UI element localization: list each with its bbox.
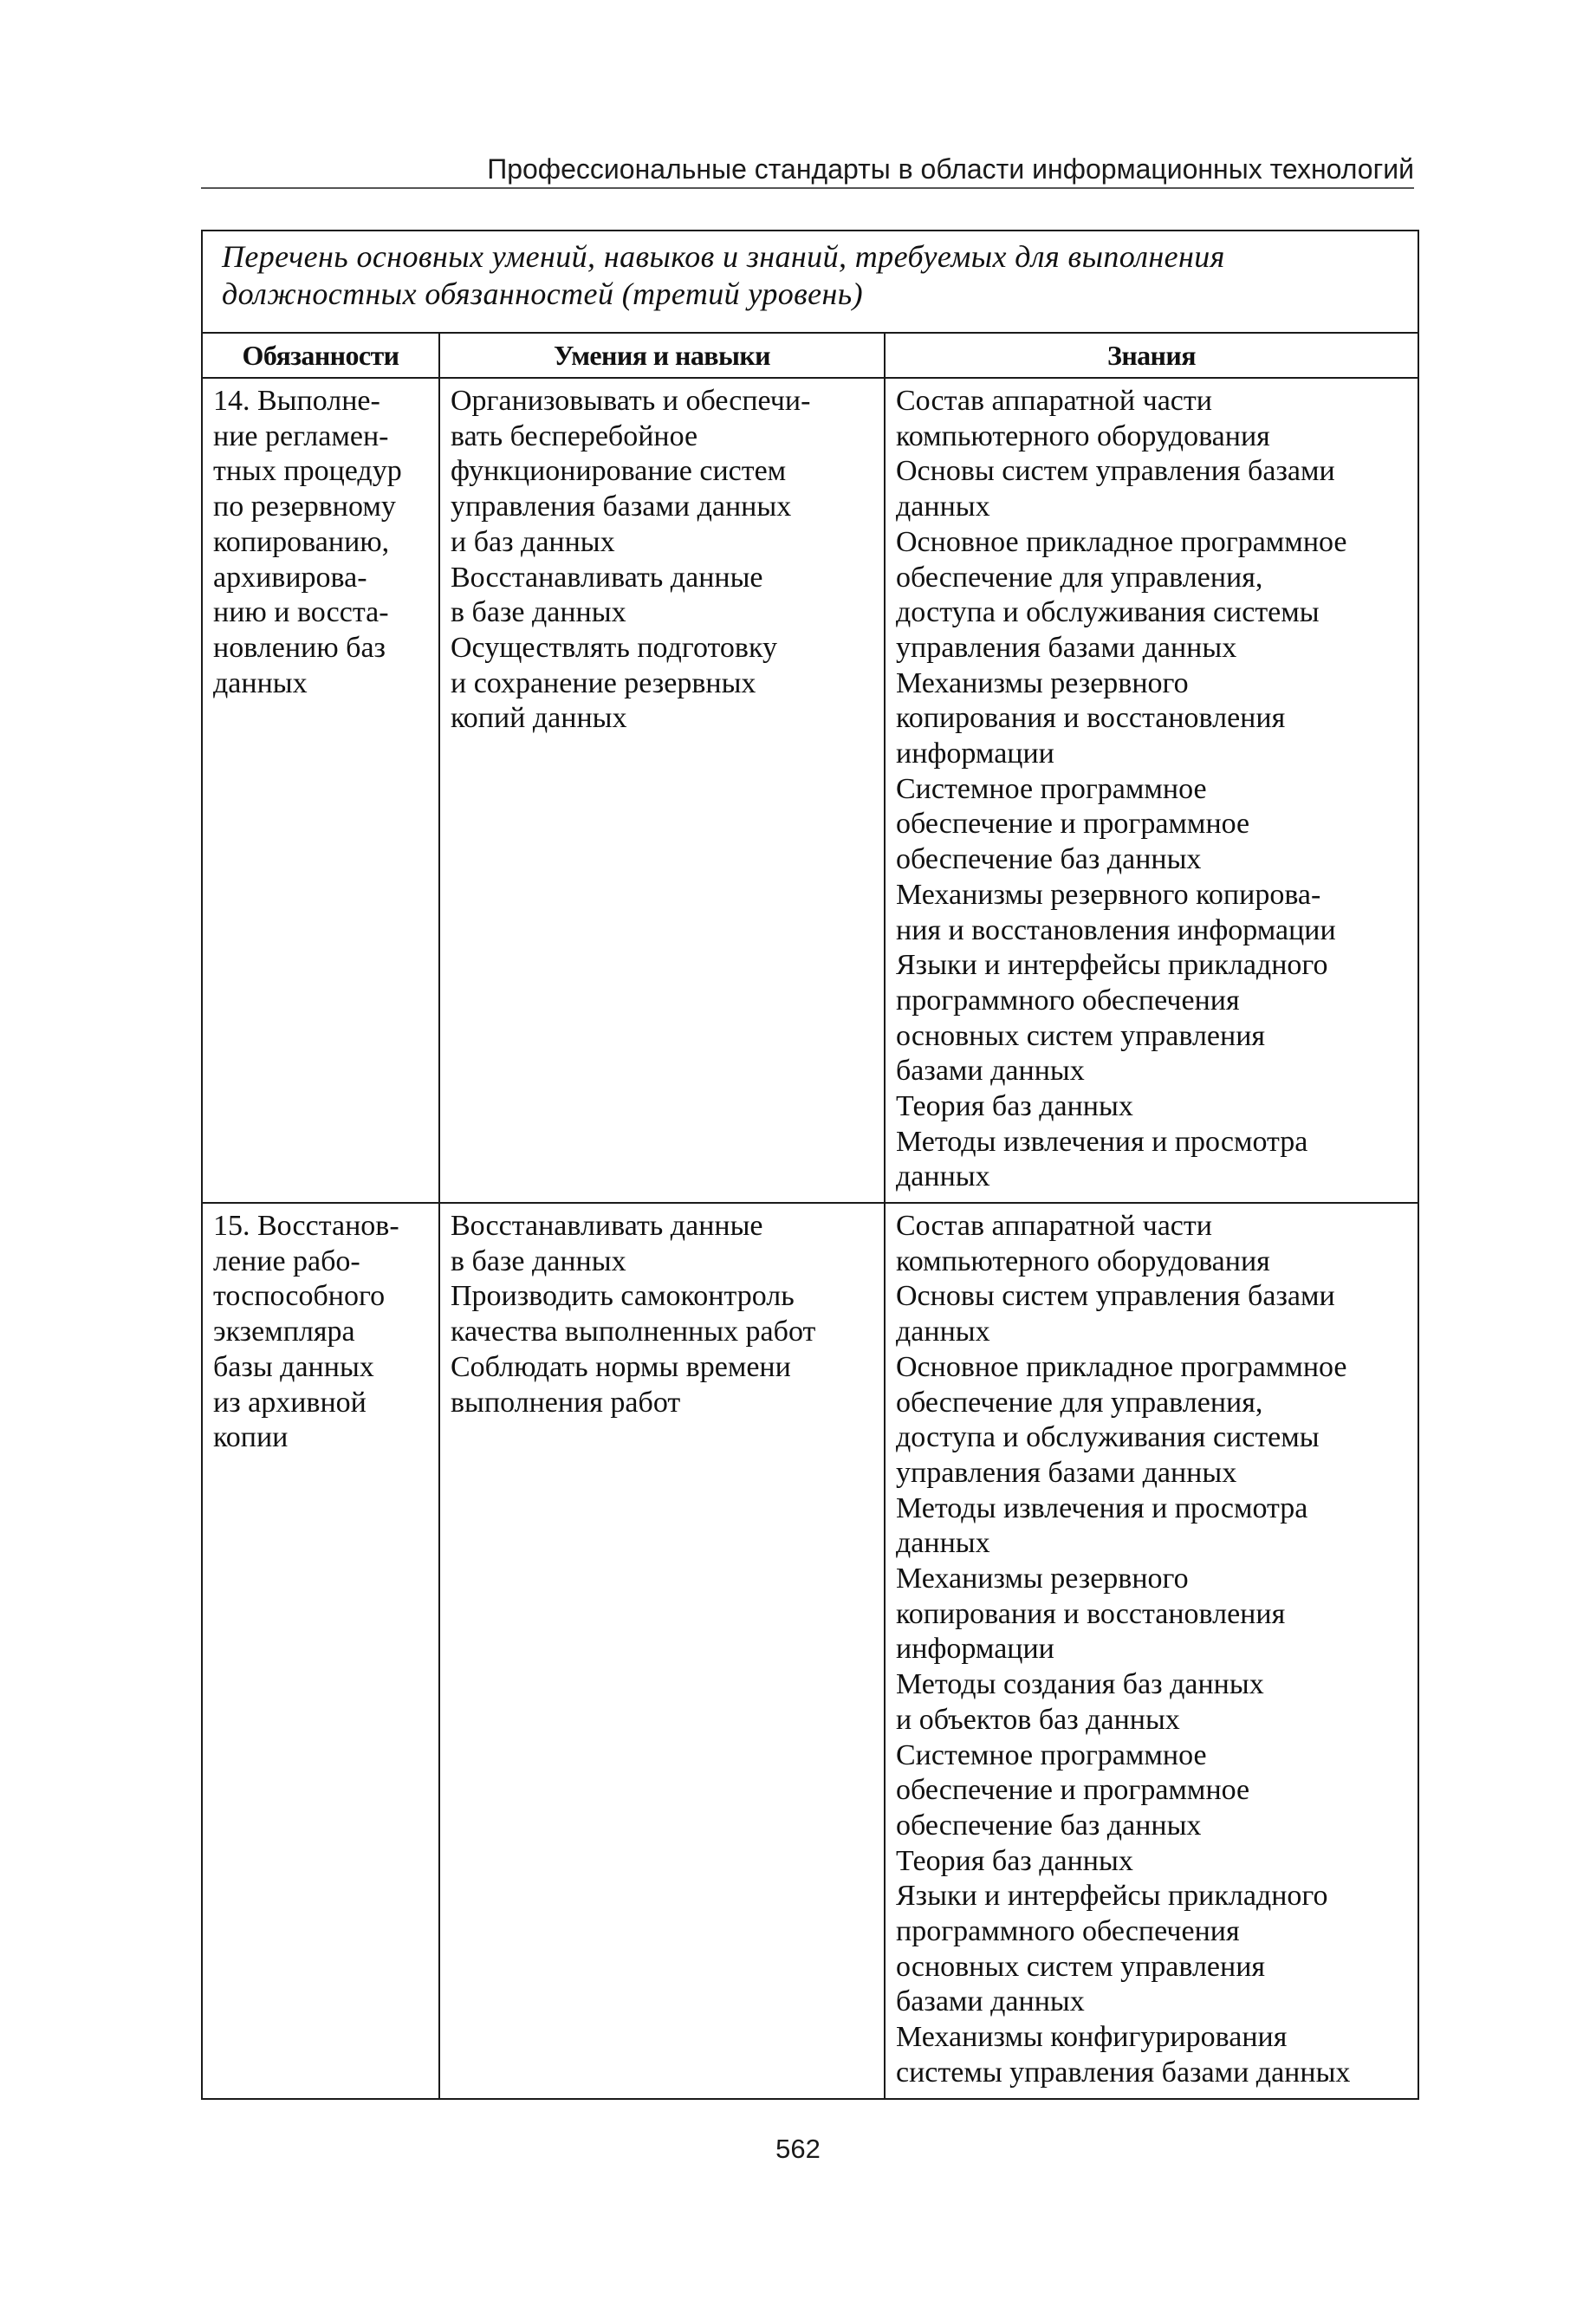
- cell-line: и объектов баз данных: [896, 1703, 1180, 1736]
- cell-line: по резервному: [213, 491, 396, 523]
- cell-line: обеспечение для управления,: [896, 1386, 1263, 1419]
- cell-line: выполнения работ: [451, 1386, 681, 1419]
- cell-line: в базе данных: [451, 1244, 626, 1277]
- cell-line: обеспечение баз данных: [896, 843, 1202, 876]
- duty-cell: [202, 378, 439, 1203]
- cell-line: базами данных: [896, 1055, 1085, 1088]
- cell-line: Производить самоконтроль: [451, 1280, 795, 1313]
- cell-line: нию и восста-: [213, 596, 389, 629]
- cell-line: и сохранение резервных: [451, 666, 756, 699]
- caption-line: должностных обязанностей (третий уровень): [222, 276, 863, 311]
- cell-line: обеспечение баз данных: [896, 1809, 1202, 1842]
- cell-line: основных систем управления: [896, 1019, 1266, 1052]
- cell-line: доступа и обслуживания системы: [896, 596, 1320, 629]
- cell-line: данных: [896, 1316, 990, 1348]
- cell-line: системы управления базами данных: [896, 2056, 1351, 2089]
- cell-line: Основы систем управления базами: [896, 455, 1335, 488]
- cell-line: вать бесперебойное: [451, 419, 698, 452]
- cell-line: Основное прикладное программное: [896, 1350, 1347, 1383]
- cell-line: архивирова-: [213, 561, 367, 594]
- column-header-knowledge: Знания: [885, 333, 1418, 378]
- running-header: Профессиональные стандарты в области информационных технологий: [487, 153, 1414, 185]
- cell-line: Методы создания баз данных: [896, 1668, 1264, 1701]
- column-header-skills: Умения и навыки: [439, 333, 885, 378]
- cell-line: Состав аппаратной части: [896, 1210, 1212, 1242]
- cell-line: Языки и интерфейсы прикладного: [896, 949, 1328, 982]
- cell-line: функционирование систем: [451, 455, 787, 488]
- cell-line: информации: [896, 737, 1054, 770]
- cell-line: Организовывать и обеспечи-: [451, 385, 811, 417]
- cell-line: копирования и восстановления: [896, 702, 1286, 735]
- cell-line: тоспособного: [213, 1280, 386, 1313]
- cell-line: копии: [213, 1421, 289, 1454]
- cell-line: экземпляра: [213, 1316, 355, 1348]
- cell-line: и баз данных: [451, 525, 615, 558]
- header-rule: [201, 187, 1414, 189]
- cell-line: Основы систем управления базами: [896, 1280, 1335, 1313]
- table-caption: [202, 231, 1418, 333]
- cell-line: Механизмы резервного: [896, 1563, 1189, 1595]
- cell-line: компьютерного оборудования: [896, 1244, 1270, 1277]
- skills-table: [201, 230, 1419, 2100]
- cell-line: Системное программное: [896, 772, 1207, 805]
- cell-line: обеспечение для управления,: [896, 561, 1263, 594]
- cell-line: Механизмы резервного копирова-: [896, 878, 1321, 911]
- cell-line: 15. Восстанов-: [213, 1210, 399, 1242]
- cell-line: качества выполненных работ: [451, 1316, 816, 1348]
- cell-line: управления базами данных: [451, 491, 792, 523]
- cell-line: базами данных: [896, 1985, 1085, 2018]
- cell-line: управления базами данных: [896, 631, 1237, 664]
- table-row: [202, 378, 1418, 1203]
- cell-line: Состав аппаратной части: [896, 385, 1212, 417]
- cell-line: Системное программное: [896, 1738, 1207, 1771]
- cell-line: программного обеспечения: [896, 984, 1240, 1017]
- knowledge-cell: [885, 1203, 1418, 2099]
- cell-line: доступа и обслуживания системы: [896, 1421, 1320, 1454]
- cell-line: данных: [213, 666, 308, 699]
- cell-line: копирования и восстановления: [896, 1597, 1286, 1630]
- skills-cell: [439, 1203, 885, 2099]
- cell-line: данных: [896, 1160, 990, 1193]
- cell-line: обеспечение и программное: [896, 808, 1250, 841]
- cell-line: из архивной: [213, 1386, 367, 1419]
- cell-line: основных систем управления: [896, 1950, 1266, 1983]
- caption-line: Перечень основных умений, навыков и знаний, требуемых для выполнения: [222, 239, 1225, 274]
- cell-line: информации: [896, 1633, 1054, 1666]
- cell-line: обеспечение и программное: [896, 1774, 1250, 1807]
- cell-line: Механизмы резервного: [896, 666, 1189, 699]
- cell-line: Основное прикладное программное: [896, 525, 1347, 558]
- cell-line: данных: [896, 1527, 990, 1560]
- cell-line: Теория баз данных: [896, 1090, 1133, 1123]
- cell-line: Восстанавливать данные: [451, 561, 763, 594]
- cell-line: данных: [896, 491, 990, 523]
- table-caption-row: [202, 231, 1418, 333]
- cell-line: копий данных: [451, 702, 627, 735]
- cell-line: новлению баз: [213, 631, 386, 664]
- cell-line: ние регламен-: [213, 419, 389, 452]
- cell-line: управления базами данных: [896, 1456, 1237, 1489]
- cell-line: в базе данных: [451, 596, 626, 629]
- cell-line: копированию,: [213, 525, 390, 558]
- cell-line: Теория баз данных: [896, 1844, 1133, 1877]
- cell-line: Методы извлечения и просмотра: [896, 1125, 1308, 1158]
- skills-cell: [439, 378, 885, 1203]
- cell-line: тных процедур: [213, 455, 402, 488]
- knowledge-cell: [885, 378, 1418, 1203]
- cell-line: Языки и интерфейсы прикладного: [896, 1880, 1328, 1913]
- table-row: [202, 1203, 1418, 2099]
- cell-line: Механизмы конфигурирования: [896, 2021, 1288, 2054]
- cell-line: Восстанавливать данные: [451, 1210, 763, 1242]
- cell-line: 14. Выполне-: [213, 385, 380, 417]
- cell-line: Осуществлять подготовку: [451, 631, 778, 664]
- cell-line: ление рабо-: [213, 1244, 360, 1277]
- page-number: 562: [775, 2134, 821, 2164]
- table-header-row: [202, 333, 1418, 378]
- duty-cell: [202, 1203, 439, 2099]
- cell-line: базы данных: [213, 1350, 374, 1383]
- cell-line: Методы извлечения и просмотра: [896, 1491, 1308, 1524]
- cell-line: Соблюдать нормы времени: [451, 1350, 791, 1383]
- cell-line: компьютерного оборудования: [896, 419, 1270, 452]
- cell-line: программного обеспечения: [896, 1915, 1240, 1948]
- column-header-duties: Обязанности: [202, 333, 439, 378]
- cell-line: ния и восстановления информации: [896, 913, 1336, 946]
